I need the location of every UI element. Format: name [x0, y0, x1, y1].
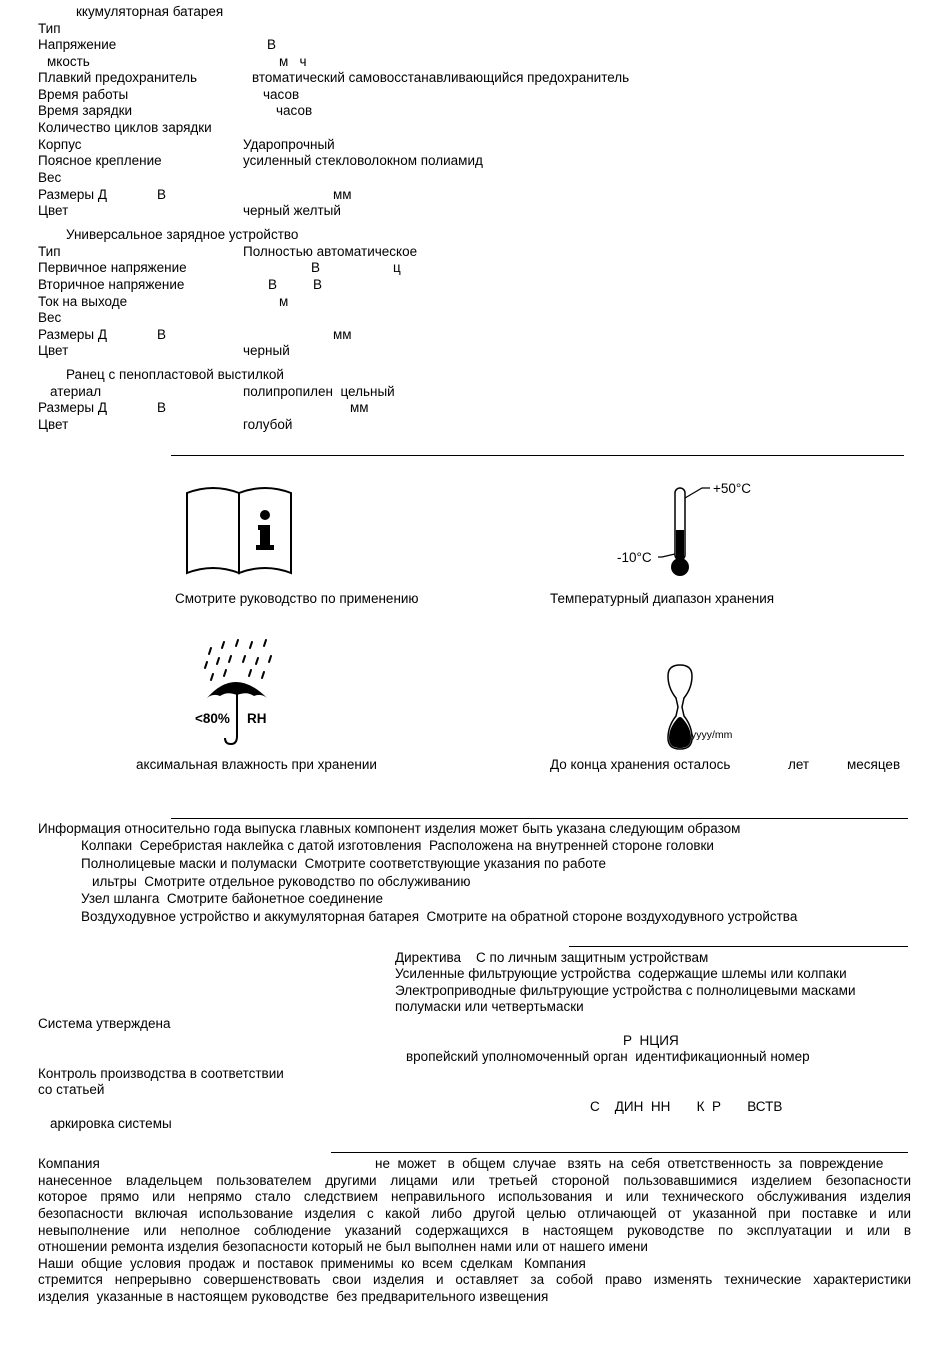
- liability-line-6: отношении ремонта изделия безопасности который не был выполнен нами или от нашего имени: [38, 1239, 648, 1254]
- charger-type-label: Тип: [38, 244, 61, 259]
- battery-title: ккумуляторная батарея: [76, 4, 224, 19]
- charger-output-value: В: [268, 277, 278, 292]
- directive-line-2: Усиленные фильтрующие устройства содержащие шлемы или колпаки: [395, 966, 847, 981]
- production-item-filters: ильтры Смотрите отдельное руководство по обслуживанию: [92, 874, 471, 889]
- production-heading: Информация относительно года выпуска главных компонент изделия может быть указана следующим образом: [38, 821, 741, 836]
- liability-line-5: невыполнение или неполное соблюдение указаний содержащихся в настоящем руководстве по эксплуатации и или в: [38, 1223, 911, 1238]
- directive-line-3: Электроприводные фильтрующие устройства с полнолицевыми масками: [395, 983, 856, 998]
- humidity-caption: аксимальная влажность при хранении: [136, 757, 377, 772]
- backpack-material-value: полипропилен цельный: [243, 384, 395, 399]
- company-label: Компания: [38, 1156, 100, 1171]
- approval-standards: С ДИН НН К Р ВСТВ: [590, 1099, 783, 1114]
- notified-body: вропейский уполномоченный орган идентификационный номер: [406, 1049, 810, 1064]
- charger-output-label: Вторичное напряжение: [38, 277, 185, 292]
- charger-input-value: В: [311, 260, 321, 275]
- directive-line-4: полумаски или четвертьмаски: [395, 999, 584, 1014]
- battery-fuse-value: втоматический самовосстанавливающийся предохранитель: [252, 70, 630, 85]
- battery-runtime-value: часов: [263, 87, 300, 102]
- charger-type-value: Полностью автоматическое: [243, 244, 418, 259]
- liability-line-3: которое прямо или непрямо стало следствием неправильного использования и или технического обслуживания изделия: [38, 1189, 911, 1204]
- liability-line-2: нанесенное владельцем пользователем другими лицами или третьей стороной пользовавшимися изделием безопасности: [38, 1173, 911, 1188]
- production-item-hoods: Колпаки Серебристая наклейка с датой изготовления Расположена на внутренней стороне головки: [81, 838, 714, 853]
- temperature-max: +50°C: [713, 481, 752, 496]
- divider-liability: [331, 1152, 908, 1153]
- battery-fuse-label: Плавкий предохранитель: [38, 70, 198, 85]
- system-marking-label: аркировка системы: [50, 1116, 172, 1131]
- production-item-blower: Воздуходувное устройство и аккумуляторная батарея Смотрите на обратной стороне воздуходувного устройства: [81, 909, 798, 924]
- battery-type-label: Тип: [38, 21, 61, 36]
- humidity-rh-value: <80%: [195, 711, 230, 726]
- backpack-size-value: мм: [350, 400, 369, 415]
- shelf-life-caption: До конца хранения осталось: [550, 757, 731, 772]
- production-item-hose: Узел шланга Смотрите байонетное соединение: [81, 891, 384, 906]
- directive-line-1: Директива С по личным защитным устройствам: [395, 950, 709, 965]
- charger-current-label: Ток на выходе: [38, 294, 128, 309]
- backpack-color-value: голубой: [243, 417, 293, 432]
- battery-charge-time-value: часов: [276, 103, 313, 118]
- umbrella-rain-icon: [195, 636, 285, 748]
- charger-color-value: черный: [243, 343, 290, 358]
- control-label-line-1: Контроль производства в соответствии: [38, 1066, 284, 1081]
- battery-capacity-label: мкость: [47, 54, 90, 69]
- system-approved-label: Система утверждена: [38, 1016, 171, 1031]
- charger-input-label: Первичное напряжение: [38, 260, 187, 275]
- temperature-min: -10°C: [617, 550, 652, 565]
- battery-weight-label: Вес: [38, 170, 62, 185]
- manual-caption: Смотрите руководство по применению: [175, 591, 419, 606]
- battery-capacity-value: м ч: [279, 54, 307, 69]
- approval-country: Р НЦИЯ: [623, 1033, 679, 1048]
- backpack-size-mid: В: [157, 400, 167, 415]
- book-info-icon: [183, 485, 297, 577]
- liability-line-4: безопасности включая использование изделия с какой либо другой целью отличающей от указанной при поставке и или: [38, 1206, 911, 1221]
- charger-input-value2: ц: [393, 260, 401, 275]
- temperature-caption: Температурный диапазон хранения: [550, 591, 775, 606]
- battery-belt-label: Поясное крепление: [38, 153, 162, 168]
- humidity-rh-unit: RH: [247, 711, 267, 726]
- charger-size-label: Размеры Д: [38, 327, 107, 342]
- charger-output-value2: В: [313, 277, 323, 292]
- backpack-material-label: атериал: [50, 384, 102, 399]
- battery-cycles-label: Количество циклов зарядки: [38, 120, 212, 135]
- production-item-masks: Полнолицевые маски и полумаски Смотрите соответствующие указания по работе: [81, 856, 607, 871]
- battery-color-label: Цвет: [38, 203, 69, 218]
- divider-production-top: [171, 818, 908, 819]
- shelf-life-months: месяцев: [847, 757, 901, 772]
- control-label-line-2: со статьей: [38, 1082, 105, 1097]
- charger-weight-label: Вес: [38, 310, 62, 325]
- battery-voltage-value: В: [267, 37, 277, 52]
- battery-size-mid: В: [157, 187, 167, 202]
- improve-line-2: изделия указанные в настоящем руководстве без предварительного извещения: [38, 1289, 549, 1304]
- charger-size-mid: В: [157, 327, 167, 342]
- shelf-life-years: лет: [788, 757, 810, 772]
- shelf-life-date-format: yyyy/mm: [691, 729, 733, 741]
- backpack-title: Ранец с пенопластовой выстилкой: [66, 367, 284, 382]
- terms-line: Наши общие условия продаж и поставок применимы ко всем сделкам Компания: [38, 1256, 586, 1271]
- battery-size-value: мм: [333, 187, 352, 202]
- battery-runtime-label: Время работы: [38, 87, 129, 102]
- charger-color-label: Цвет: [38, 343, 69, 358]
- charger-current-value: м: [279, 294, 289, 309]
- battery-size-label: Размеры Д: [38, 187, 107, 202]
- battery-belt-value: усиленный стекловолокном полиамид: [243, 153, 483, 168]
- battery-housing-label: Корпус: [38, 137, 82, 152]
- divider-symbols-top: [171, 455, 904, 456]
- improve-line-1: стремится непрерывно совершенствовать свои изделия и оставляет за собой право изменять технические характеристики: [38, 1272, 911, 1287]
- liability-line-1: не может в общем случае взять на себя ответственность за повреждение: [375, 1156, 884, 1171]
- battery-voltage-label: Напряжение: [38, 37, 117, 52]
- battery-color-value: черный желтый: [243, 203, 341, 218]
- charger-title: Универсальное зарядное устройство: [66, 227, 299, 242]
- battery-housing-value: Ударопрочный: [243, 137, 335, 152]
- backpack-size-label: Размеры Д: [38, 400, 107, 415]
- charger-size-value: мм: [333, 327, 352, 342]
- backpack-color-label: Цвет: [38, 417, 69, 432]
- divider-directive: [569, 946, 908, 947]
- battery-charge-time-label: Время зарядки: [38, 103, 133, 118]
